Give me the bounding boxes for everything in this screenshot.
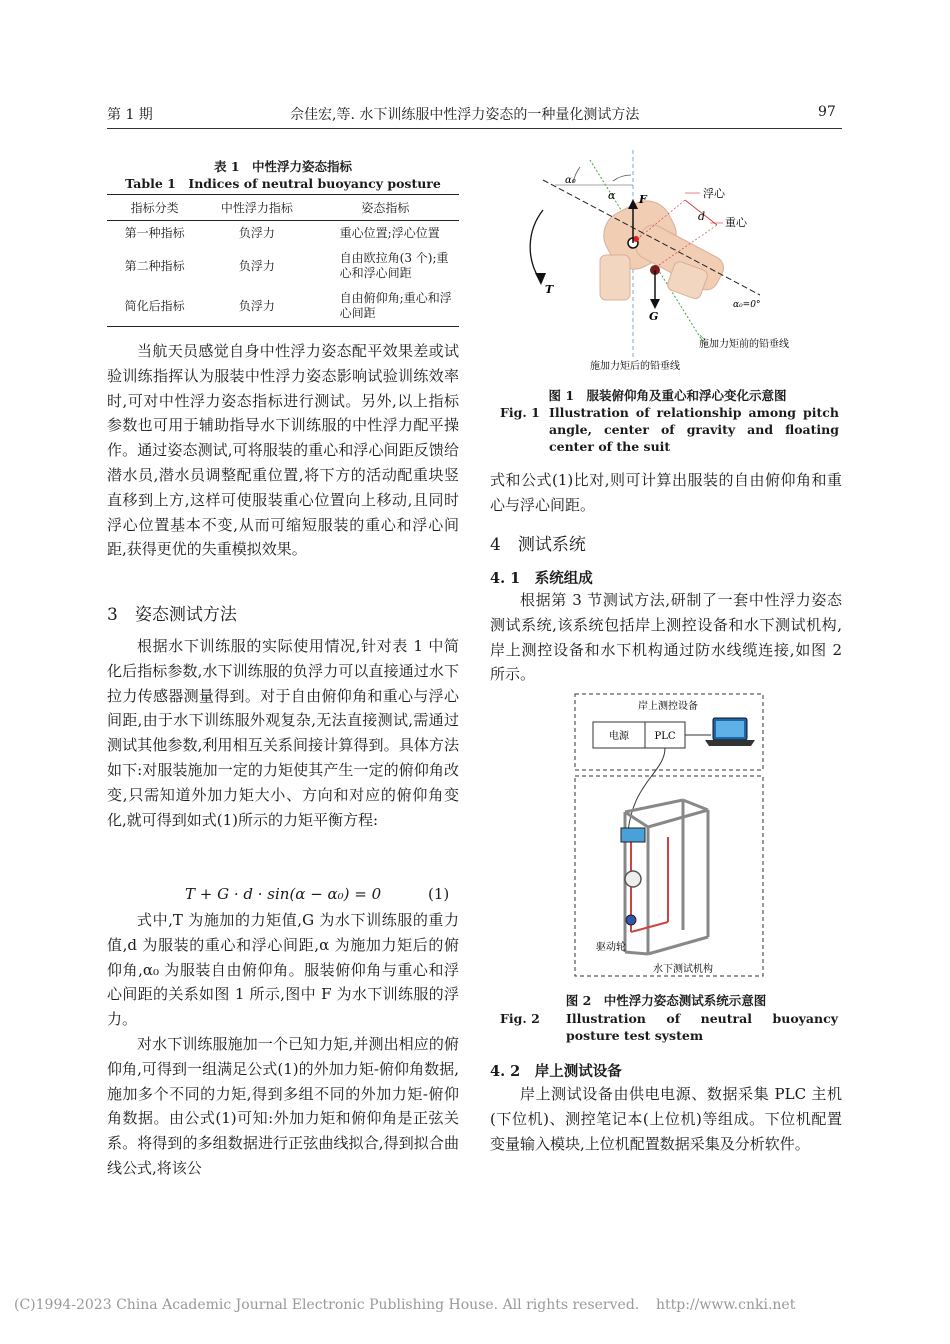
label-alpha0: α₀ xyxy=(565,175,576,186)
label-alpha: α xyxy=(608,189,616,202)
section-4-heading: 4 测试系统 xyxy=(490,535,586,555)
left-paragraph-3 xyxy=(107,908,459,1032)
shore-equipment-label: 岸上测控设备 xyxy=(638,701,698,712)
table-header-row xyxy=(107,195,459,221)
right-paragraph-3 xyxy=(490,1082,842,1156)
label-T: T xyxy=(545,283,554,296)
table-cell: 重心位置;浮心位置 xyxy=(339,226,440,240)
subsection-4-1-heading: 4. 1 系统组成 xyxy=(490,570,593,587)
table-cell: 负浮力 xyxy=(202,286,311,327)
table-cell: 第一种指标 xyxy=(124,226,185,240)
laptop-icon xyxy=(705,718,755,746)
subsection-4-2-heading: 4. 2 岸上测试设备 xyxy=(490,1063,622,1080)
paragraph: 式中,T 为施加的力矩值,G 为水下训练服的重力值,d 为服装的重心和浮心间距,α 为施加力矩后的俯仰角,α₀ 为服装自由俯仰角。服装俯仰角与重心和浮心间距的关系如图 1 所示,图中 F 为水下训练服的浮力。 xyxy=(107,911,459,1029)
table-cell: 负浮力 xyxy=(238,226,275,240)
alpha-arc xyxy=(613,175,631,181)
right-paragraph-1 xyxy=(490,468,842,518)
power-label: 电源 xyxy=(609,731,629,742)
table1-caption-cn: 表 1 中性浮力姿态指标 xyxy=(213,159,353,174)
figure1-diagram xyxy=(495,145,840,385)
torque-arc xyxy=(530,210,543,280)
equation-1: T + G · d · sin(α − α₀) = 0 xyxy=(185,885,382,903)
plc-label: PLC xyxy=(654,731,676,742)
fig2-caption-cn: 图 2 中性浮力姿态测试系统示意图 xyxy=(565,993,767,1008)
paragraph: 式和公式(1)比对,则可计算出服装的自由俯仰角和重心与浮心间距。 xyxy=(490,471,842,514)
paragraph: 当航天员感觉自身中性浮力姿态配平效果差或试验训练指挥认为服装中性浮力姿态影响试验训练效率时,可对中性浮力姿态指标进行测试。另外,以上指标参数也可用于辅助指导水下训练服的中性浮力配平操作。通过姿态测试,可将服装的重心和浮心间距反馈给潜水员,潜水员调整配重位置,将下方的活动配重块竖直移到上方,这样可使服装重心位置向上移动,且同时浮心位置基本不变,从而可缩短服装的重心和浮心间距,获得更优的失重模拟效果。 xyxy=(107,342,459,559)
left-paragraph-1 xyxy=(107,339,459,562)
drive-wheel-pulley xyxy=(625,871,641,887)
table-row xyxy=(107,246,459,286)
paragraph: 对水下训练服施加一个已知力矩,并测出相应的俯仰角,可得到一组满足公式(1)的外加力矩-俯仰角数据,施加多个不同的力矩,得到多组不同的外加力矩-俯仰角数据。由公式(1)可知:外加力矩和俯仰角是正弦关系。将得到的多组数据进行正弦曲线拟合,得到拟合曲线公式,将该公 xyxy=(107,1035,459,1177)
table1 xyxy=(107,194,459,327)
table-cell: 第二种指标 xyxy=(124,258,185,273)
floating-center-dot xyxy=(633,236,639,242)
table-row xyxy=(107,286,459,327)
issue-label: 第 1 期 xyxy=(107,107,153,123)
fig1-caption-en: Illustration of relationship among pitch angle, center of gravity and floating center of the suit xyxy=(549,405,839,454)
fig2-caption-en: Illustration of neutral buoyancy posture test system xyxy=(566,1011,838,1043)
sensor-display xyxy=(621,828,645,842)
table-row xyxy=(107,221,459,247)
page-number: 97 xyxy=(818,104,836,120)
label-plumb-after: 施加力矩后的铅垂线 xyxy=(590,361,680,372)
table-cell: 负浮力 xyxy=(238,258,275,273)
section-3-heading: 3 姿态测试方法 xyxy=(107,605,237,625)
paragraph: 根据第 3 节测试方法,研制了一套中性浮力姿态测试系统,该系统包括岸上测控设备和水下测试机构,岸上测控设备和水下机构通过防水线缆连接,如图 2 所示。 xyxy=(490,591,842,684)
running-title: 佘佳宏,等. 水下训练服中性浮力姿态的一种量化测试方法 xyxy=(290,107,640,123)
label-G: G xyxy=(649,310,659,323)
underwater-mechanism-label: 水下测试机构 xyxy=(653,964,713,975)
copyright-footer: (C)1994-2023 China Academic Journal Electronic Publishing House. All rights reserved. xyxy=(14,1297,640,1313)
column-header: 中性浮力指标 xyxy=(202,195,311,221)
suit-axis-line xyxy=(543,180,760,295)
waterproof-cable xyxy=(628,748,665,832)
fig1-caption-cn: 图 1 服装俯仰角及重心和浮心变化示意图 xyxy=(548,388,787,403)
column-header: 姿态指标 xyxy=(312,195,459,221)
table-cell: 简化后指标 xyxy=(107,286,202,327)
paragraph: 根据水下训练服的实际使用情况,针对表 1 中简化后指标参数,水下训练服的负浮力可以直接通过水下拉力传感器测量得到。对于自由俯仰角和重心与浮心间距,由于水下训练服外观复杂,无法直接测试,需通过测试其他参数,利用相互关系间接计算得到。具体方法如下:对服装施加一定的力矩使其产生一定的俯仰角改变,只需知道外加力矩大小、方向和对应的俯仰角变化,就可得到如式(1)所示的力矩平衡方程: xyxy=(107,637,459,829)
paragraph: 岸上测试设备由供电电源、数据采集 PLC 主机(下位机)、测控笔记本(上位机)等组成。下位机配置变量输入模块,上位机配置数据采集及分析软件。 xyxy=(490,1085,842,1153)
suit-body xyxy=(595,192,728,300)
footer-url: http://www.cnki.net xyxy=(656,1297,796,1313)
right-paragraph-2 xyxy=(490,588,842,687)
drive-wheel-label: 驱动轮 xyxy=(596,942,626,953)
fig2-caption-en-label: Fig. 2 xyxy=(500,1011,540,1026)
table-cell: 自由欧拉角(3 个);重心和浮心间距 xyxy=(339,251,449,280)
header-rule xyxy=(107,128,842,129)
label-floating-center: 浮心 xyxy=(703,187,725,200)
figure2-diagram xyxy=(573,692,765,980)
label-F: F xyxy=(639,193,647,206)
table-cell: 自由俯仰角;重心和浮心间距 xyxy=(312,286,459,327)
equation-number: (1) xyxy=(428,885,450,903)
gravity-arrowhead xyxy=(650,299,660,309)
label-d: d xyxy=(698,210,706,223)
label-gravity-center: 重心 xyxy=(725,216,747,229)
left-paragraph-2 xyxy=(107,634,459,832)
label-plumb-before: 施加力矩前的铅垂线 xyxy=(699,339,789,350)
left-paragraph-4 xyxy=(107,1032,459,1181)
table1-caption-en: Table 1 Indices of neutral buoyancy posture xyxy=(125,176,441,191)
drive-wheel xyxy=(626,915,636,925)
label-alpha0-zero: α₀=0° xyxy=(733,300,761,310)
fig1-caption-en-label: Fig. 1 xyxy=(500,405,540,420)
column-header: 指标分类 xyxy=(107,195,202,221)
